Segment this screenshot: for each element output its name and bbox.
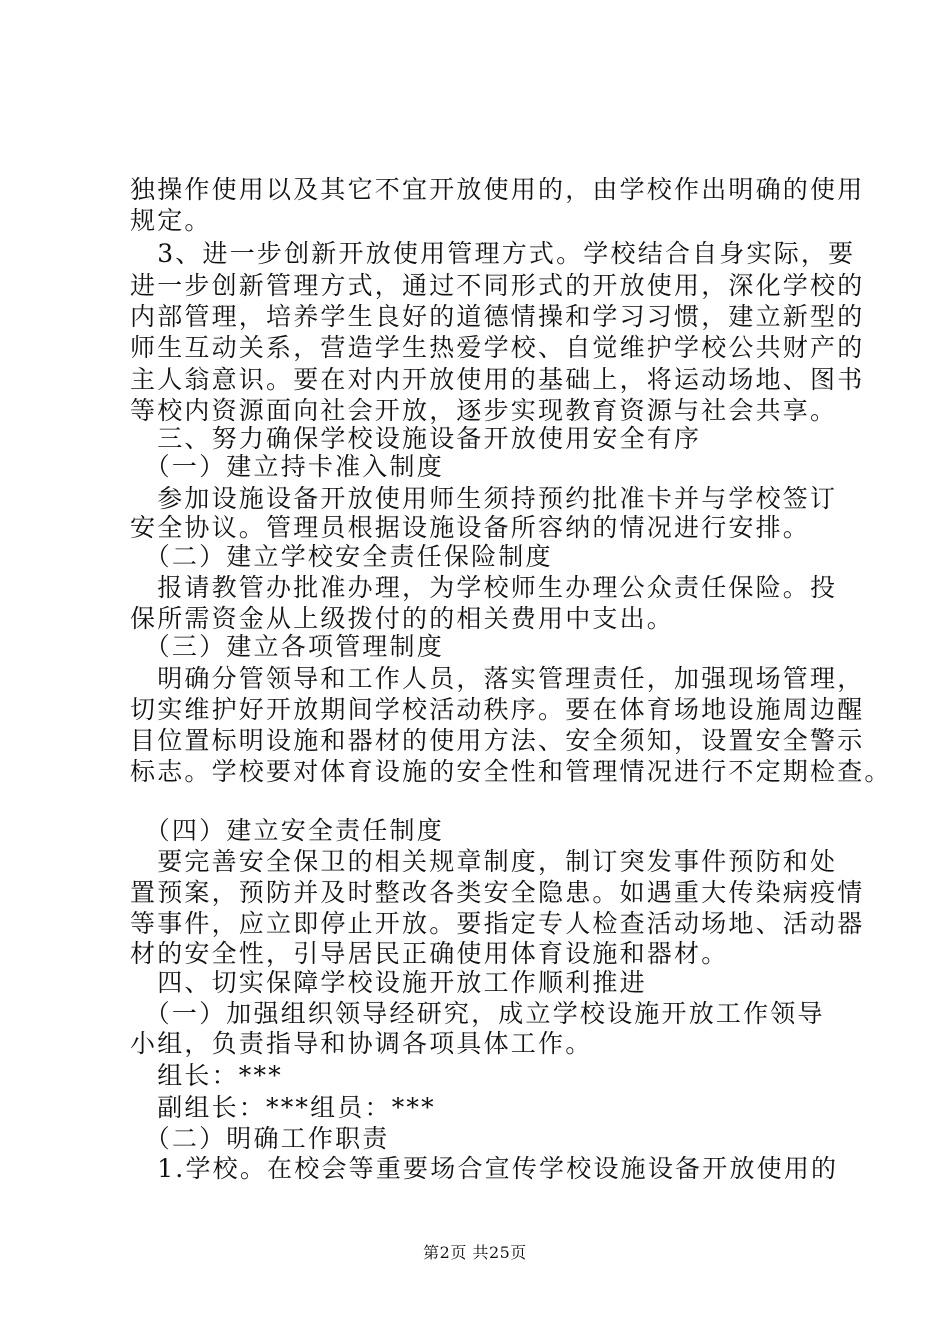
subsection-heading: （二）明确工作职责 — [130, 1124, 390, 1153]
text-line: 明确分管领导和工作人员，落实管理责任，加强现场管理， — [130, 664, 865, 693]
section-heading: 四、切实保障学校设施开放工作顺利推进 — [130, 968, 647, 997]
text-line: 副组长：***组员：*** — [130, 1093, 436, 1122]
text-line: 内部管理，培养学生良好的道德情操和学习习惯，建立新型的 — [130, 302, 865, 331]
text-line: 进一步创新管理方式，通过不同形式的开放使用，深化学校的 — [130, 271, 865, 300]
text-line: 组长：*** — [130, 1061, 283, 1090]
text-line: 报请教管办批准办理，为学校师生办理公众责任保险。投 — [130, 573, 838, 602]
text-line: 等事件，应立即停止开放。要指定专人检查活动场地、活动器 — [130, 909, 865, 938]
subsection-heading: （二）建立学校安全责任保险制度 — [130, 542, 553, 571]
section-heading: 三、努力确保学校设施设备开放使用安全有序 — [130, 424, 702, 453]
text-line: 目位置标明设施和器材的使用方法、安全须知，设置安全警示 — [130, 726, 865, 755]
subsection-heading: （四）建立安全责任制度 — [130, 816, 444, 845]
text-line: 参加设施设备开放使用师生须持预约批准卡并与学校签订 — [130, 484, 838, 513]
text-line: 材的安全性，引导居民正确使用体育设施和器材。 — [130, 939, 729, 968]
text-line: 规定。 — [130, 206, 212, 235]
text-line: 标志。学校要对体育设施的安全性和管理情况进行不定期检查。 — [130, 757, 892, 786]
text-line: 保所需资金从上级拨付的的相关费用中支出。 — [130, 604, 675, 633]
text-line: 要完善安全保卫的相关规章制度，制订突发事件预防和处 — [130, 847, 838, 876]
subsection-heading: （一）建立持卡准入制度 — [130, 452, 444, 481]
text-line: 1.学校。在校会等重要场合宣传学校设施设备开放使用的 — [130, 1154, 839, 1183]
text-line: 切实维护好开放期间学校活动秩序。要在体育场地设施周边醒 — [130, 695, 865, 724]
text-line: 等校内资源面向社会开放，逐步实现教育资源与社会共享。 — [130, 396, 838, 425]
text-line: 独操作使用以及其它不宜开放使用的，由学校作出明确的使用 — [130, 175, 865, 204]
text-line: 小组，负责指导和协调各项具体工作。 — [130, 1029, 593, 1058]
text-line: 主人翁意识。要在对内开放使用的基础上，将运动场地、图书 — [130, 365, 865, 394]
text-line: 安全协议。管理员根据设施设备所容纳的情况进行安排。 — [130, 513, 811, 542]
page-footer: 第2页 共25页 — [423, 1243, 527, 1262]
text-line: （一）加强组织领导经研究，成立学校设施开放工作领导 — [130, 999, 825, 1028]
text-line: 置预案，预防并及时整改各类安全隐患。如遇重大传染病疫情 — [130, 878, 865, 907]
text-line: 师生互动关系，营造学生热爱学校、自觉维护学校公共财产的 — [130, 333, 865, 362]
subsection-heading: （三）建立各项管理制度 — [130, 632, 444, 661]
text-line: 3、进一步创新开放使用管理方式。学校结合自身实际，要 — [130, 239, 856, 268]
